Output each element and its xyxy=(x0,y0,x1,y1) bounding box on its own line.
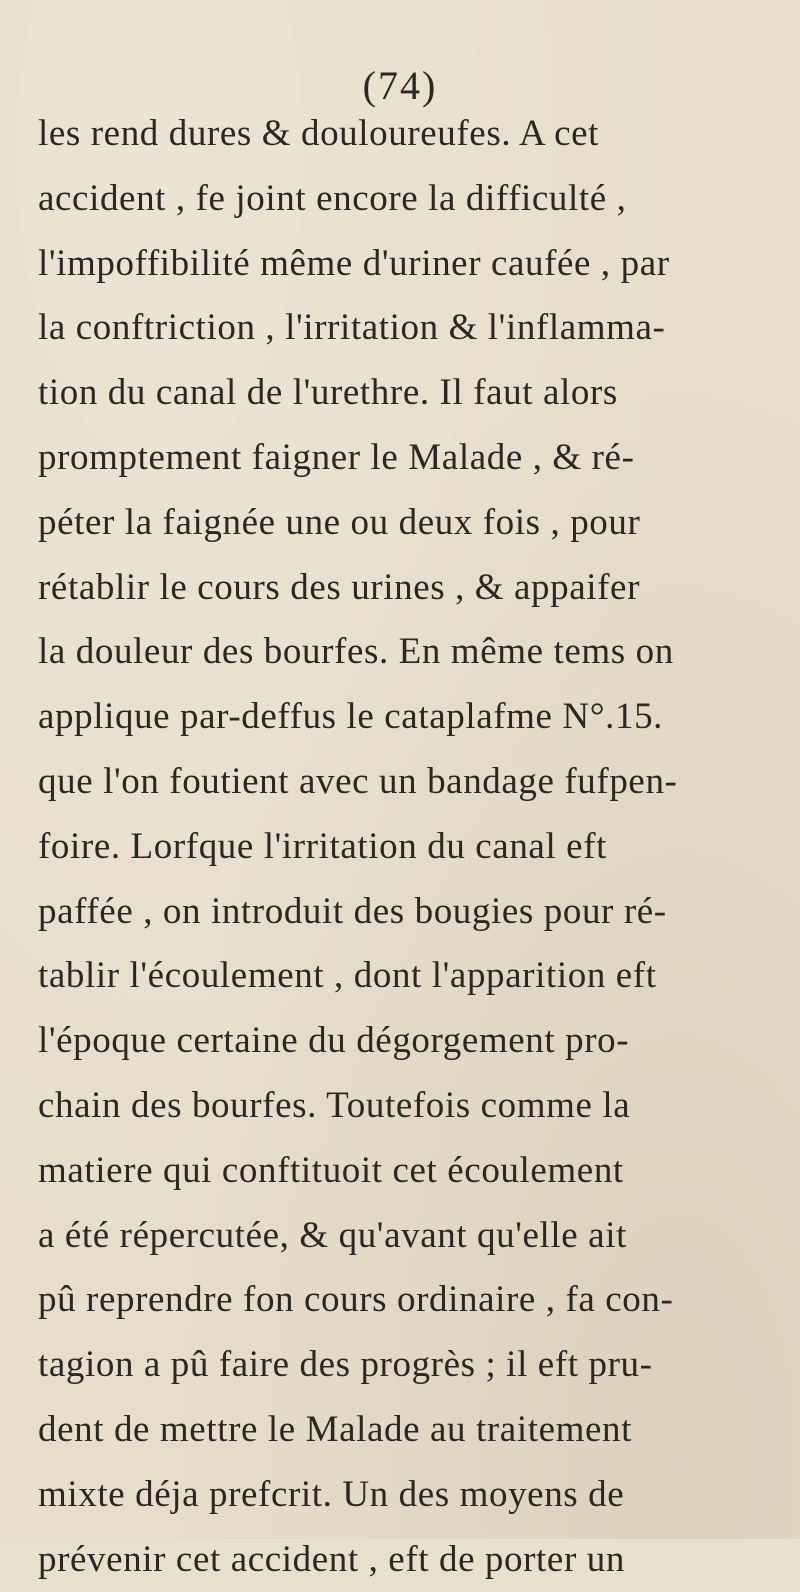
text-line: péter la faignée une ou deux fois , pour xyxy=(38,501,641,543)
body-text xyxy=(38,102,780,1592)
text-line: paffée , on introduit des bougies pour ré- xyxy=(38,890,667,932)
text-line: la douleur des bourfes. En même tems on xyxy=(38,631,674,673)
text-line: matiere qui conftituoit cet écoulement xyxy=(38,1149,624,1191)
text-line: promptement faigner le Malade , & ré- xyxy=(38,436,635,478)
text-line: prévenir cet accident , eft de porter un xyxy=(38,1538,625,1580)
text-line: tablir l'écoulement , dont l'apparition eft xyxy=(38,955,657,997)
text-line: applique par-deffus le cataplafme N°.15. xyxy=(38,696,664,738)
text-line: dent de mettre le Malade au traitement xyxy=(38,1408,632,1450)
text-line: chain des bourfes. Toutefois comme la xyxy=(38,1084,631,1126)
text-line: tion du canal de l'urethre. Il faut alors xyxy=(38,372,618,414)
text-line: la conftriction , l'irritation & l'inflamma- xyxy=(38,307,666,349)
page-number: (74) xyxy=(362,63,438,108)
text-line: que l'on foutient avec un bandage fufpen- xyxy=(38,760,678,802)
text-line: les rend dures & douloureufes. A cet xyxy=(38,113,600,154)
text-line: rétablir le cours des urines , & appaifer xyxy=(38,566,640,608)
text-line: a été répercutée, & qu'avant qu'elle ait xyxy=(38,1214,627,1256)
text-line: l'impoffibilité même d'uriner caufée , par xyxy=(38,242,670,284)
text-line: l'époque certaine du dégorgement pro- xyxy=(38,1020,630,1062)
text-line: tagion a pû faire des progrès ; il eft pru- xyxy=(38,1344,653,1386)
text-line: foire. Lorfque l'irritation du canal eft xyxy=(38,825,607,867)
text-line: accident , fe joint encore la difficulté , xyxy=(38,177,627,219)
text-line: pû reprendre fon cours ordinaire , fa con- xyxy=(38,1279,674,1321)
text-line: mixte déja prefcrit. Un des moyens de xyxy=(38,1473,625,1515)
